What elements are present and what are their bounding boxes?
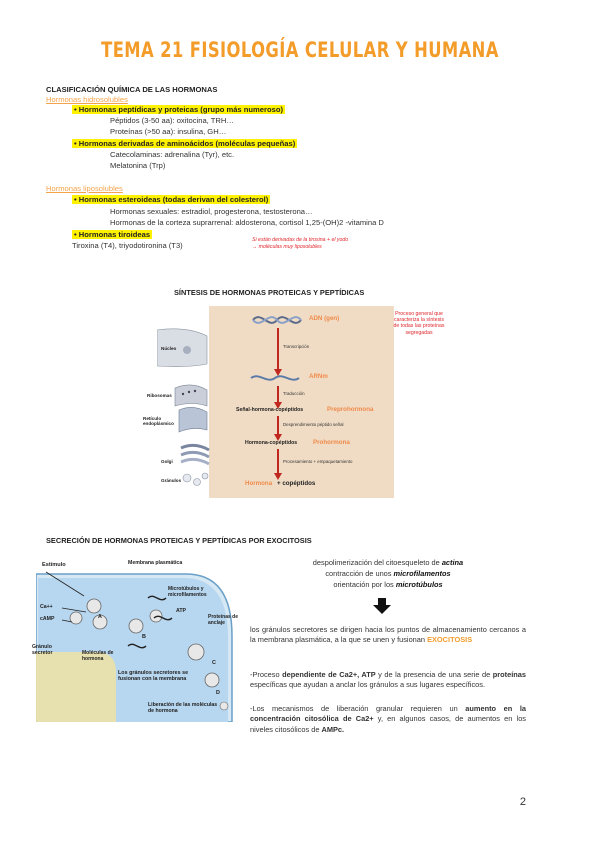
peptides-line: Péptidos (3-50 aa): oxitocina, TRH… [110,116,234,125]
release-label: Liberación de las moléculas de hormona [148,702,218,714]
arrow-transcription [277,328,279,372]
page-number: 2 [519,796,526,808]
melatonin-line: Melatonina (Trp) [110,161,166,170]
hormone-molecules-label: Moléculas de hormona [82,650,114,662]
signal-cleavage-label: Desprendimiento péptido señal [283,422,344,427]
proteins-line: Proteínas (>50 aa): insulina, GH… [110,127,227,136]
sex-hormones-line: Hormonas sexuales: estradiol, progesterona, testosterona… [110,207,313,216]
microtubules-label: Microtúbulos y microfilamentos [168,586,207,598]
secretion-heading: SECRECIÓN DE HORMONAS PROTEICAS Y PEPTÍDICAS POR EXOCITOSIS [46,536,312,545]
amino-hormones-highlight: • Hormonas derivadas de aminoácidos (moléculas pequeñas) [74,139,296,148]
granule-label: Gránulo secretor [32,644,53,656]
atp-label: ATP [176,608,186,614]
reticulum-label: Retículo endoplásmico [143,416,174,426]
hormone-copeptides-label: Hormona-copéptidos [245,440,298,446]
processing-label: Procesamiento + empaquetamiento [283,459,353,464]
step-d-label: D [216,690,220,696]
synthesis-heading: SÍNTESIS DE HORMONAS PROTEICAS Y PEPTÍDICAS [174,288,365,297]
classification-heading: CLASIFICACIÓN QUÍMICA DE LAS HORMONAS [46,85,218,94]
calcium-dependence-paragraph: -Proceso dependiente de Ca2+, ATP y de la presencia de una serie de proteínas específicas que ayudan a anclar los gránulos a sus lugares específicos. [250,670,526,690]
synthesis-figure [143,306,394,498]
dna-label: ADN (gen) [309,315,340,322]
exocytosis-paragraph: los gránulos secretores se dirigen hacia los puntos de almacenamiento cercanos a la membrana plasmática, a la que se unen y fusionan EXOCITOSIS [250,625,526,645]
handwritten-note-line-2: → moléculas muy liposolubles [252,244,322,250]
adrenal-hormones-line: Hormonas de la corteza suprarrenal: aldosterona, cortisol 1,25-(OH)2 -vitamina D [110,218,384,227]
actin-line: despolimerización del citoesqueleto de actina [312,558,464,567]
translation-label: Traducción [283,391,305,396]
nucleus-label: Núcleo [161,346,177,351]
signal-copeptides-label: Señal-hormona-copéptidos [236,407,304,413]
page-title: TEMA 21 FISIOLOGÍA CELULAR Y HUMANA [101,38,499,62]
microtubules-line: orientación por los microtúbulos [333,580,443,589]
golgi-label: Golgi [161,459,173,464]
synthesis-side-note: Proceso general que caracteriza la síntesis de todas las proteínas segregadas [393,311,445,336]
step-c-label: C [212,660,216,666]
fusion-label: Los gránulos secretores se fusionan con la membrana [118,670,189,682]
camp-label: cAMP [40,616,55,622]
thyroid-hormones-highlight: • Hormonas tiroideas [74,230,151,239]
peptide-hormones-highlight: • Hormonas peptídicas y proteicas (grupo más numeroso) [74,105,283,114]
catecholamines-line: Catecolaminas: adrenalina (Tyr), etc. [110,150,235,159]
prohormone-label: Prohormona [313,439,350,446]
arrowhead-processing [274,473,282,480]
exocytosis-figure [32,556,239,722]
liposoluble-label: Hormonas liposolubles [46,184,123,193]
ribosomes-label: Ribosomas [147,393,172,398]
transcription-label: Transcripción [283,344,310,349]
down-arrow-icon [373,598,391,614]
granules-label: Gránulos [161,478,182,483]
mrna-label: ARNm [309,373,328,380]
handwritten-note-line-1: Si están derivadas de la tirosina + el yodo [252,237,349,243]
step-b-label: B [142,634,146,640]
thyroxine-line: Tiroxina (T4), triyodotironina (T3) [72,241,183,250]
stimulus-label: Estímulo [42,562,66,568]
hormone-label: Hormona [245,480,273,487]
membrane-label: Membrana plasmática [128,560,183,566]
arrow-processing [277,449,279,475]
cell-drawing [36,556,239,722]
microfilaments-line: contracción de unos microfilamentos [325,569,451,578]
hydrosoluble-label: Hormonas hidrosolubles [46,95,128,104]
steroid-hormones-highlight: • Hormonas esteroideas (todas derivan del colesterol) [74,195,269,204]
anchoring-proteins-label: Proteínas de anclaje [208,614,239,626]
arrow-cleavage [277,416,279,436]
arrowhead-transcription [274,369,282,376]
release-mechanism-paragraph: -Los mecanismos de liberación granular requieren un aumento en la concentración citosólica de Ca2+ y, en algunos casos, de aumentos en los niveles citosólicos de AMPc. [250,704,526,734]
preprohormone-label: Preprohormona [327,406,374,413]
copeptides-label: + copéptidos [277,480,316,487]
calcium-label: Ca++ [40,604,53,610]
step-a-label: A [98,614,102,620]
